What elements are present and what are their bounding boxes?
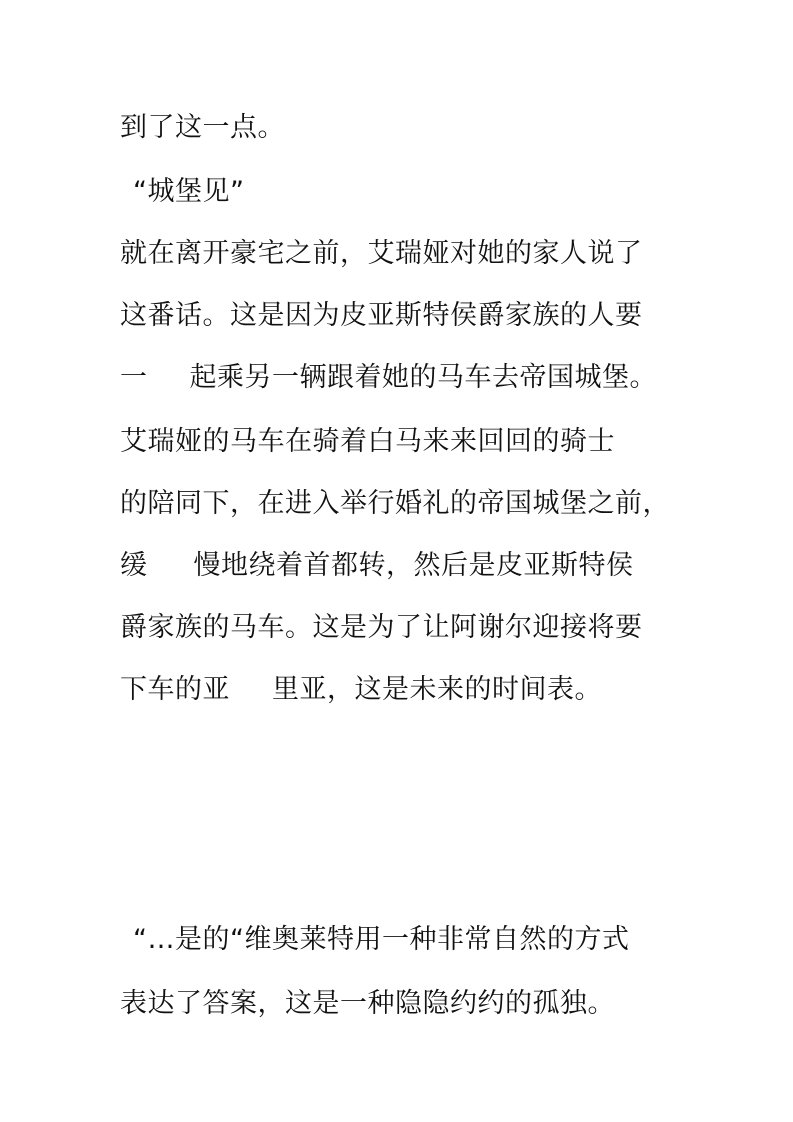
paragraph-line: 的陪同下，在进入举行婚礼的帝国城堡之前，: [120, 488, 670, 519]
line-fragment: 里亚，这是未来的时间表。: [272, 674, 602, 705]
paragraph-line: 表达了答案，这是一种隐隐约约的孤独。: [120, 988, 615, 1019]
paragraph-line: 艾瑞娅的马车在骑着白马来来回回的骑士: [120, 426, 615, 457]
paragraph-line: [120, 546, 634, 586]
paragraph-line: 这番话。这是因为皮亚斯特侯爵家族的人要: [120, 300, 643, 331]
line-fragment: 慢地绕着首都转，然后是皮亚斯特侯: [193, 550, 634, 581]
paragraph-line: 就在离开豪宅之前，艾瑞娅对她的家人说了: [120, 238, 643, 269]
line-fragment: 缓: [120, 550, 148, 581]
line-fragment: 起乘另一辆跟着她的马车去帝国城堡。: [189, 362, 657, 393]
line-fragment: 一: [120, 362, 148, 393]
dialogue-line: “城堡见”: [133, 176, 245, 207]
paragraph-line: 爵家族的马车。这是为了让阿谢尔迎接将要: [120, 612, 643, 643]
paragraph-line: [120, 670, 602, 710]
dialogue-line: “…是的“维奥莱特用一种非常自然的方式: [133, 924, 630, 955]
paragraph-line: [120, 358, 657, 398]
paragraph-line: 到了这一点。: [120, 112, 285, 143]
line-fragment: 下车的亚: [120, 674, 230, 705]
